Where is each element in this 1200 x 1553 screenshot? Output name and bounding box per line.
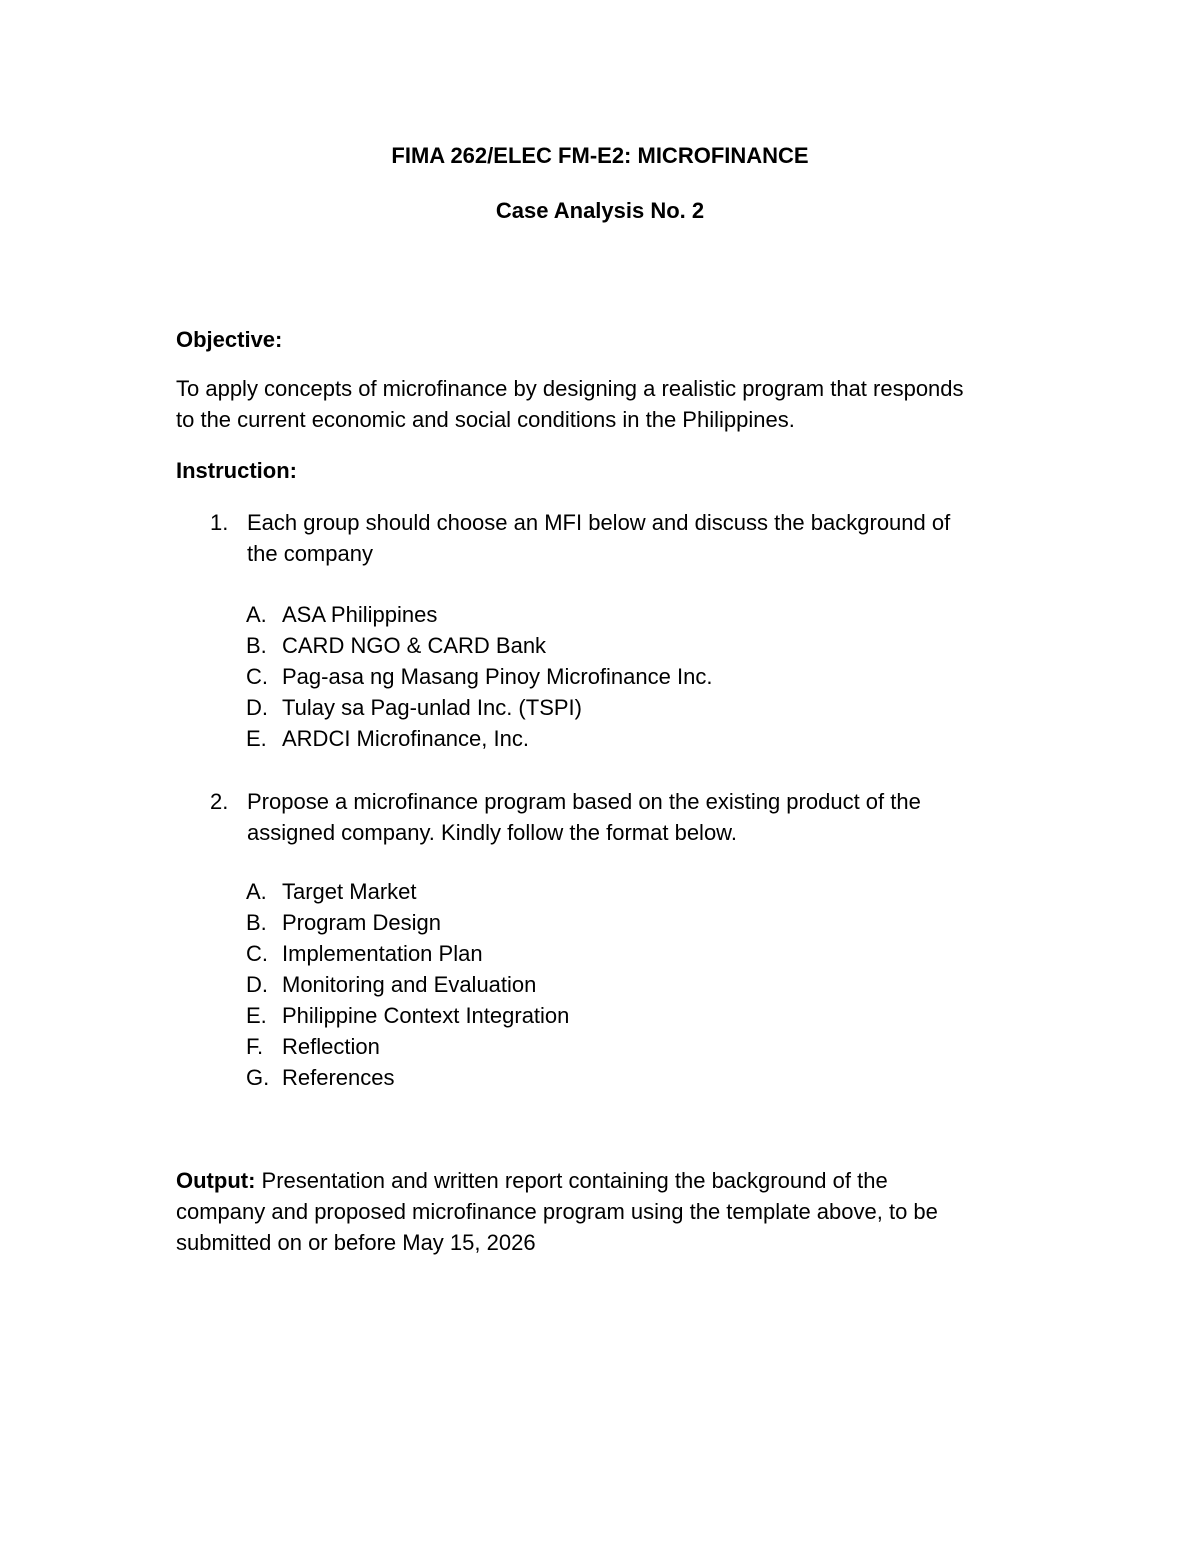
objective-heading: Objective: (176, 327, 283, 352)
instruction-item-number: 1. (210, 510, 229, 535)
mfi-option-letter: C. (246, 664, 268, 689)
course-title: FIMA 262/ELEC FM-E2: MICROFINANCE (391, 143, 809, 168)
mfi-option-letter: A. (246, 602, 267, 627)
format-section-text: Target Market (282, 879, 417, 904)
instruction-item-line: Each group should choose an MFI below and discuss the background of (247, 510, 951, 535)
mfi-option-text: Pag-asa ng Masang Pinoy Microfinance Inc. (282, 664, 713, 689)
format-section-text: References (282, 1065, 395, 1090)
format-section-text: Philippine Context Integration (282, 1003, 570, 1028)
mfi-option-text: Tulay sa Pag-unlad Inc. (TSPI) (282, 695, 582, 720)
output-first-line (176, 1168, 888, 1194)
instruction-heading: Instruction: (176, 458, 297, 483)
format-section-letter: E. (246, 1003, 267, 1028)
objective-line: to the current economic and social conditions in the Philippines. (176, 407, 795, 432)
output-label: Output: (176, 1168, 256, 1193)
format-section-text: Implementation Plan (282, 941, 483, 966)
case-title: Case Analysis No. 2 (495, 198, 705, 223)
format-section-letter: G. (246, 1065, 270, 1090)
mfi-option-letter: D. (246, 695, 268, 720)
mfi-option-text: ARDCI Microfinance, Inc. (282, 726, 529, 751)
format-section-letter: F. (246, 1034, 264, 1059)
mfi-option-letter: B. (246, 633, 267, 658)
format-section-letter: B. (246, 910, 267, 935)
mfi-option-text: CARD NGO & CARD Bank (282, 633, 547, 658)
format-section-text: Monitoring and Evaluation (282, 972, 537, 997)
format-section-letter: D. (246, 972, 268, 997)
format-section-text: Reflection (282, 1034, 380, 1059)
format-section-letter: C. (246, 941, 268, 966)
output-line: company and proposed microfinance program using the template above, to be (176, 1199, 938, 1224)
objective-line: To apply concepts of microfinance by designing a realistic program that responds (176, 376, 964, 401)
format-section-letter: A. (246, 879, 267, 904)
instruction-item-line: assigned company. Kindly follow the format below. (247, 820, 737, 845)
output-text: Presentation and written report containing the background of the (255, 1168, 888, 1193)
instruction-item-number: 2. (210, 789, 229, 814)
output-line: submitted on or before May 15, 2026 (176, 1230, 536, 1255)
format-section-text: Program Design (282, 910, 441, 935)
instruction-item-line: the company (247, 541, 373, 566)
instruction-item-line: Propose a microfinance program based on the existing product of the (247, 789, 921, 814)
mfi-option-letter: E. (246, 726, 267, 751)
mfi-option-text: ASA Philippines (282, 602, 438, 627)
